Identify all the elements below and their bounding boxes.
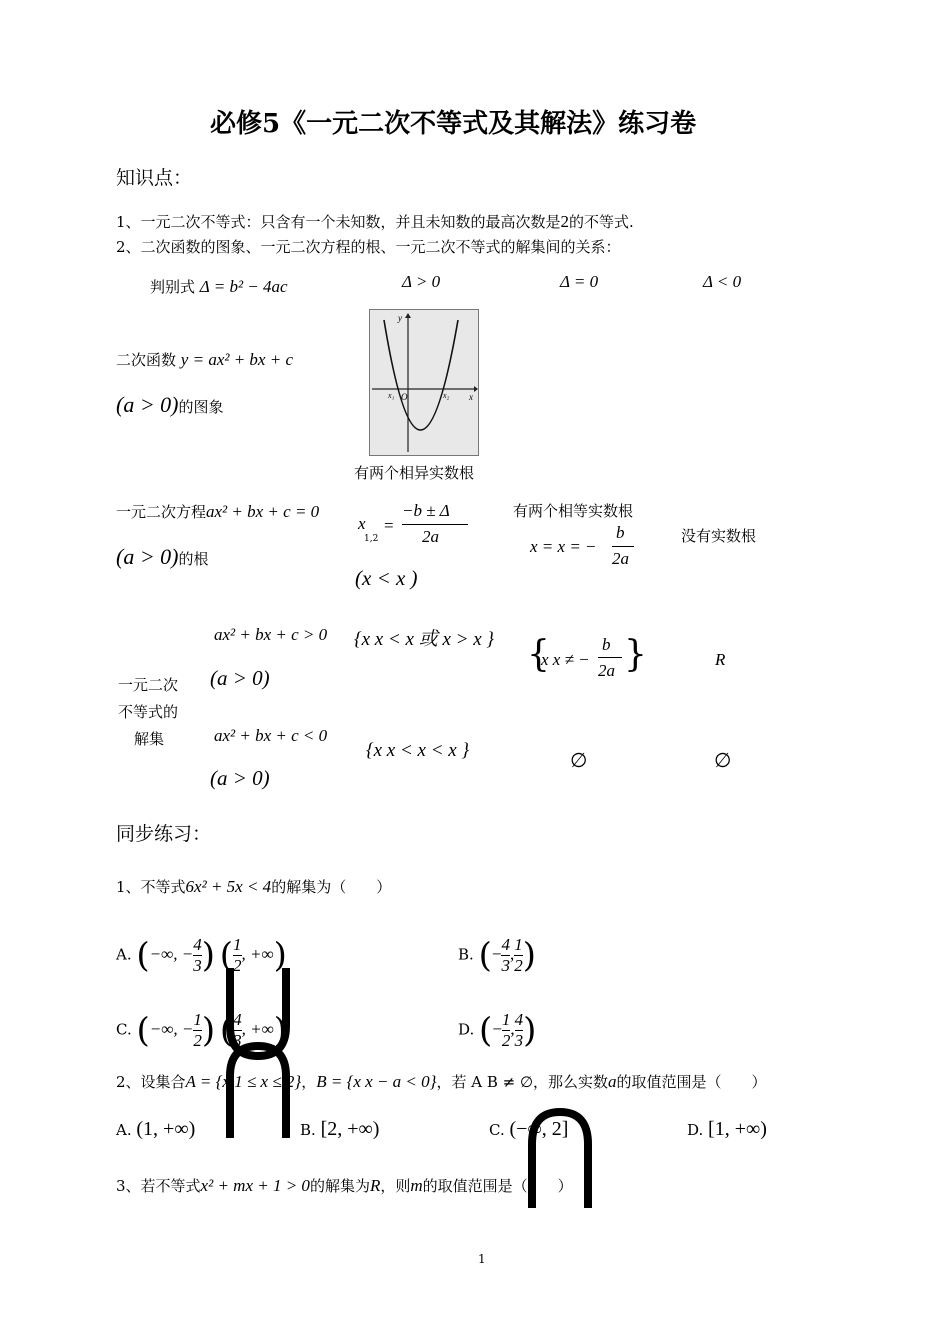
col-delta-lt: Δ < 0 xyxy=(703,272,742,291)
roots-eq-label: 有两个相等实数根 xyxy=(513,502,634,520)
ineq1-formula: ax² + bx + c > 0 xyxy=(214,625,328,644)
q2-b-value: [2, +∞) xyxy=(320,1118,380,1140)
q3-stem-mid: 的解集为 xyxy=(309,1177,370,1195)
q1-c-frac1-den: 2 xyxy=(193,1031,202,1050)
col-delta-eq: Δ = 0 xyxy=(560,272,599,291)
q1-a-frac2-num: 1 xyxy=(233,935,242,954)
q2-option-b[interactable] xyxy=(300,1118,379,1141)
discriminant-formula: Δ = b² − 4ac xyxy=(199,277,288,296)
q1-c-label: C. xyxy=(116,1020,132,1039)
row-func-formula: y = ax² + bx + c xyxy=(180,350,293,369)
q1-d-frac1-den: 2 xyxy=(501,1031,511,1050)
q1-c-frac1-num: 1 xyxy=(193,1010,202,1029)
row-eq-label-line xyxy=(116,501,319,522)
roots-gt-bar xyxy=(402,524,468,525)
knowledge-heading: 知识点： xyxy=(116,167,193,189)
ineq1-eq-bar xyxy=(598,657,622,658)
q3-stem xyxy=(116,1175,573,1196)
roots-gt-sub: 1,2 xyxy=(364,534,379,544)
ineq1-eq-lbrace: { xyxy=(527,634,550,675)
q3-stem-r: R xyxy=(369,1176,381,1195)
q3-stem-prefix: 3、若不等式 xyxy=(116,1177,201,1195)
roots-gt-eq: = xyxy=(384,516,394,535)
graph-origin-label: O xyxy=(401,392,408,402)
ineq2-gt: {x x < x < x } xyxy=(366,740,470,761)
q2-d-label: D. xyxy=(687,1121,704,1139)
page-title: 必修5《一元二次不等式及其解法》练习卷 xyxy=(210,109,697,139)
roots-lt: 没有实数根 xyxy=(681,527,757,545)
q1-d-frac2-num: 4 xyxy=(514,1010,524,1029)
q2-d-value: [1, +∞) xyxy=(708,1118,767,1140)
q1-d-frac1-num: 1 xyxy=(501,1010,511,1029)
q2-stem xyxy=(116,1071,767,1092)
k1-end: 的不等式. xyxy=(569,213,634,231)
ineq2-eq: ∅ xyxy=(570,750,588,772)
q1-b-frac2-num: 1 xyxy=(514,935,523,954)
q1-c-frac2-num: 4 xyxy=(233,1010,242,1029)
q1-a-frac2-den: 2 xyxy=(233,956,242,975)
roots-gt-order: (x < x ) xyxy=(355,566,418,590)
ineq1-eq-rbrace: } xyxy=(624,634,647,675)
q1-b-frac1-num: 4 xyxy=(501,935,510,954)
row-eq-suffix: 的根 xyxy=(178,550,209,568)
q2-cond: ，若 A B ≠ ∅，那么实数 xyxy=(436,1073,609,1091)
q1-a-part2: , +∞ xyxy=(241,944,274,964)
q1-b-frac2-den: 2 xyxy=(514,956,523,975)
q1-option-a[interactable]: A. (−∞, − $\frac{4}{3}$ ) ( $\frac{1}{2}$ , +∞) xyxy=(116,935,287,976)
q1-a-label: A. xyxy=(116,945,132,964)
q2-a-label: A. xyxy=(116,1121,132,1139)
union-symbol-icon xyxy=(222,968,294,1138)
discriminant-cell xyxy=(150,276,288,297)
knowledge-item-1 xyxy=(116,211,634,232)
graph-x2-label: x₂ xyxy=(443,391,450,400)
roots-eq-den: 2a xyxy=(612,549,629,568)
q2-a-value: (1, +∞) xyxy=(136,1118,196,1140)
q2-stem-prefix: 2、设集合 xyxy=(116,1073,186,1091)
roots-eq-num: b xyxy=(616,523,625,542)
parabola-graph xyxy=(369,309,479,456)
knowledge-item-2: 2、二次函数的图象、一元二次方程的根、一元二次不等式的解集间的关系： xyxy=(116,238,621,256)
q1-a-frac1-den: 3 xyxy=(193,956,202,975)
ineq2-lt: ∅ xyxy=(714,750,732,772)
q3-stem-suffix: 的取值范围是（ ） xyxy=(422,1177,573,1195)
row-func-cond: (a > 0) xyxy=(116,392,179,417)
q2-option-d[interactable] xyxy=(687,1118,767,1141)
q2-c-label: C. xyxy=(489,1121,505,1139)
ineq1-lt: R xyxy=(715,650,726,669)
q3-stem-formula: x² + mx + 1 > 0 xyxy=(200,1176,310,1195)
ineq1-gt: {x x < x 或 x > x } xyxy=(354,629,495,650)
ineq1-eq-den: 2a xyxy=(598,661,615,680)
roots-gt-den: 2a xyxy=(422,527,439,546)
ineq2-formula: ax² + bx + c < 0 xyxy=(214,726,328,745)
row-eq-cond-line xyxy=(116,544,209,570)
q2-c-value: (−∞, 2] xyxy=(509,1118,569,1140)
page-number: 1 xyxy=(478,1252,486,1266)
q2-option-c[interactable] xyxy=(489,1118,568,1141)
row-ineq-label-2: 不等式的 xyxy=(118,703,179,721)
graph-x1-label: x₁ xyxy=(388,391,395,400)
graph-caption: 有两个相异实数根 xyxy=(354,464,475,482)
ineq1-eq-num: b xyxy=(602,635,611,654)
roots-eq-bar xyxy=(612,546,634,547)
graph-x-label: x xyxy=(469,392,473,402)
practice-heading: 同步练习： xyxy=(116,823,212,845)
roots-gt-lhs: x xyxy=(358,514,366,533)
row-func-cond-line xyxy=(116,392,224,418)
q1-stem-formula: 6x² + 5x < 4 xyxy=(185,877,272,896)
parabola-svg xyxy=(370,310,478,455)
q1-stem-prefix: 1、不等式 xyxy=(116,878,186,896)
q1-b-frac1-den: 3 xyxy=(501,956,510,975)
roots-eq-lhs: x = x = − xyxy=(530,537,597,556)
q1-option-d[interactable]: D. (− $\frac{1}{2}$ , $\frac{4}{3}$ ) xyxy=(458,1010,537,1051)
q1-c-part1: −∞, − xyxy=(149,1019,194,1039)
ineq2-cond: (a > 0) xyxy=(210,766,270,790)
row-ineq-label-1: 一元二次 xyxy=(118,676,179,694)
q1-a-part1: −∞, − xyxy=(149,944,194,964)
q2-b-label: B. xyxy=(300,1121,316,1139)
q2-sep: ， xyxy=(301,1073,317,1091)
q2-stem-suffix: 的取值范围是（ ） xyxy=(616,1073,767,1091)
ineq1-cond: (a > 0) xyxy=(210,666,270,690)
row-eq-formula: ax² + bx + c = 0 xyxy=(206,502,320,521)
q1-option-b[interactable]: B. (− $\frac{4}{3}$ , $\frac{1}{2}$ ) xyxy=(458,935,536,976)
col-delta-gt: Δ > 0 xyxy=(402,272,441,291)
row-func-label-line xyxy=(116,349,293,370)
q2-var: a xyxy=(608,1072,617,1091)
k1-text: 1、一元二次不等式：只含有一个未知数，并且未知数的最高次数是 xyxy=(116,213,561,231)
roots-gt-num: −b ± Δ xyxy=(402,501,450,520)
k1-num: 2 xyxy=(560,212,570,231)
q3-stem-mid2: ，则 xyxy=(380,1177,411,1195)
q1-stem xyxy=(116,876,391,897)
q2-option-a[interactable] xyxy=(116,1118,195,1141)
row-eq-cond: (a > 0) xyxy=(116,544,179,569)
q1-b-label: B. xyxy=(458,945,474,964)
q2-set-b: B = {x x − a < 0} xyxy=(316,1072,437,1091)
q1-d-frac2-den: 3 xyxy=(514,1031,524,1050)
q1-d-label: D. xyxy=(458,1020,475,1039)
row-ineq-label-3: 解集 xyxy=(134,730,165,748)
row-func-label: 二次函数 xyxy=(116,351,177,369)
q3-stem-m: m xyxy=(410,1176,423,1195)
graph-y-label: y xyxy=(398,313,402,323)
q1-a-frac1-num: 4 xyxy=(193,935,202,954)
q1-option-c[interactable]: C. (−∞, − $\frac{1}{2}$ ) ( $\frac{4}{3}$ , +∞) xyxy=(116,1010,287,1051)
discriminant-label: 判别式 xyxy=(150,278,196,296)
ineq1-eq-lhs: x x ≠ − xyxy=(541,650,590,669)
row-func-suffix: 的图象 xyxy=(178,398,224,416)
q1-c-part2: , +∞ xyxy=(241,1019,274,1039)
q2-set-a: A = {x 1 ≤ x ≤ 2} xyxy=(185,1072,302,1091)
q1-stem-suffix: 的解集为（ ） xyxy=(271,878,392,896)
row-eq-label: 一元二次方程 xyxy=(116,503,207,521)
q1-c-frac2-den: 3 xyxy=(233,1031,242,1050)
